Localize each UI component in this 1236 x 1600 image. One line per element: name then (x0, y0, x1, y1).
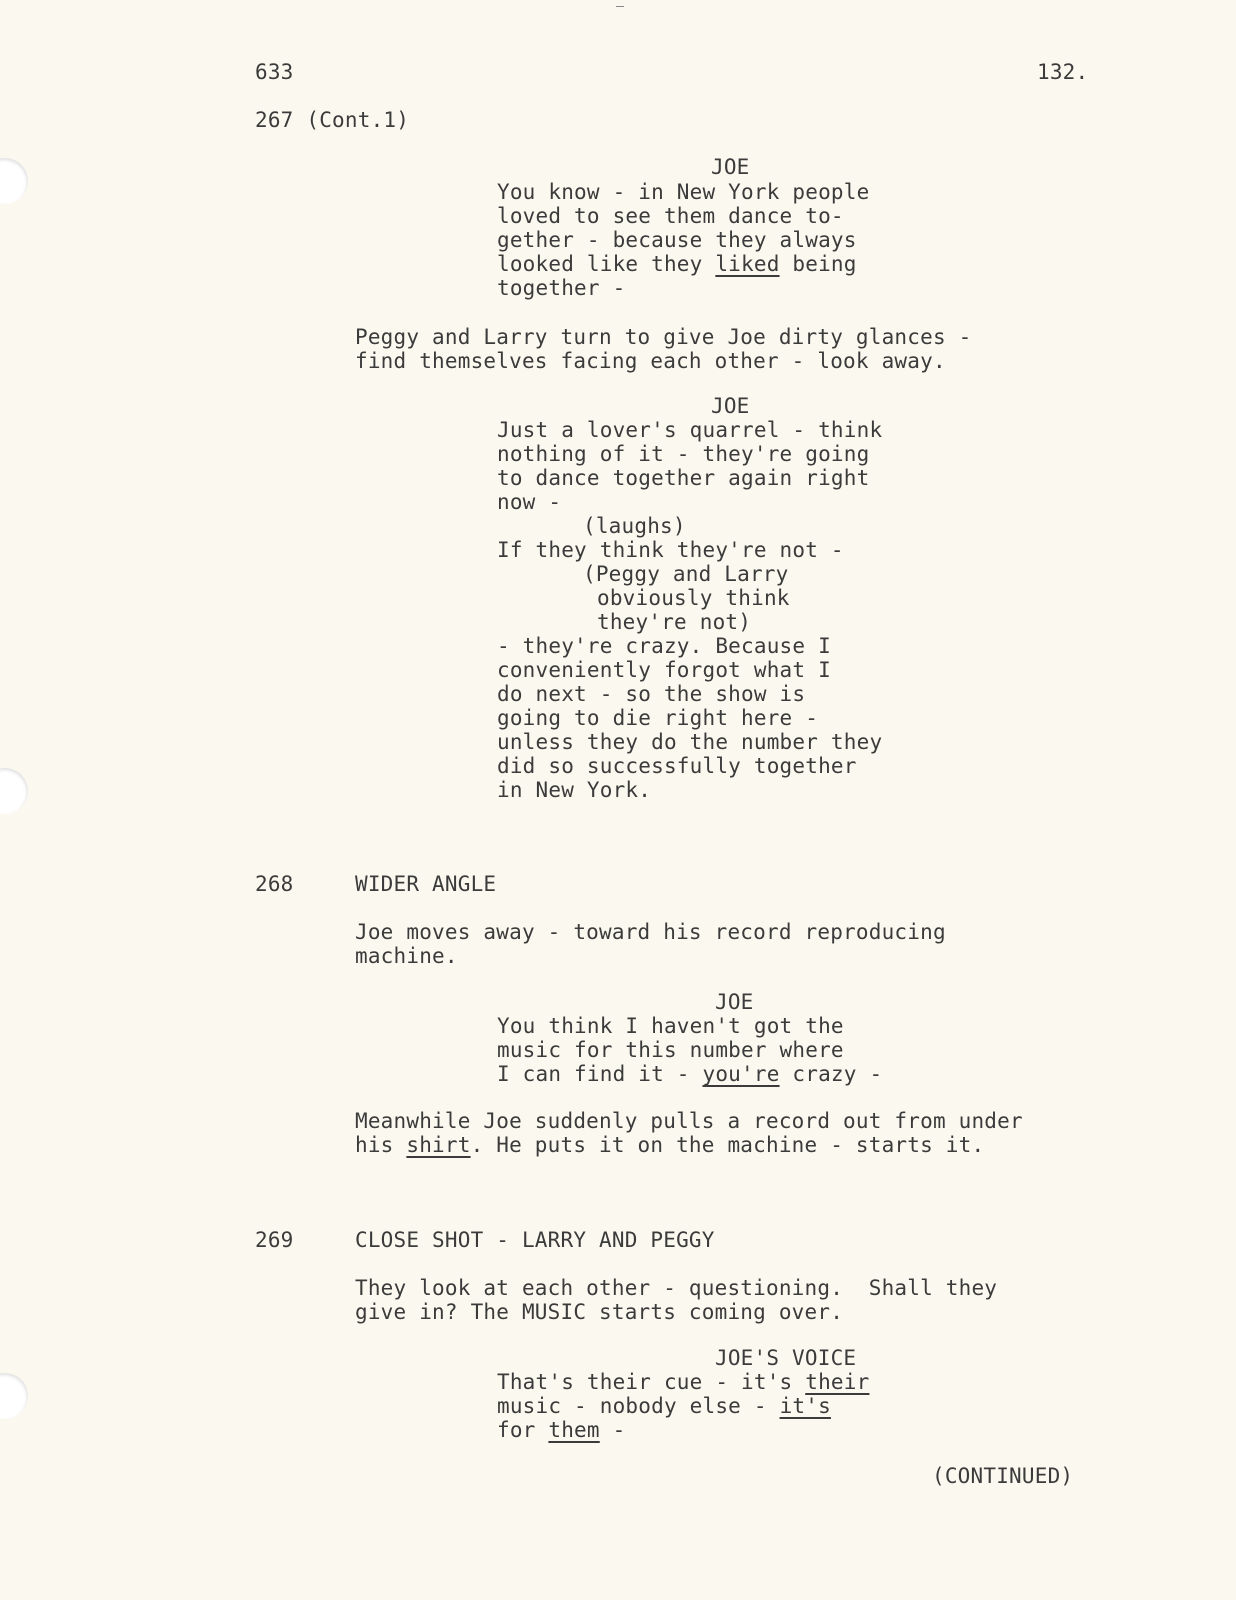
parenthetical: obviously think (597, 586, 790, 610)
underlined-word: liked (715, 252, 780, 276)
dialogue-line: You know - in New York people (497, 180, 870, 204)
dialogue-line: in New York. (497, 778, 652, 802)
page-number: 132. (1037, 60, 1089, 84)
action-line: Meanwhile Joe suddenly pulls a record out from under (355, 1109, 1023, 1133)
action-line: They look at each other - questioning. Shall they (355, 1276, 998, 1300)
character-name: JOE (711, 155, 750, 179)
character-name: JOE'S VOICE (715, 1346, 857, 1370)
dialogue-line: I can find it - you're crazy - (497, 1062, 883, 1086)
dialogue-line: - they're crazy. Because I (497, 634, 831, 658)
dialogue-line: music for this number where (497, 1038, 844, 1062)
scene-number: 269 (255, 1228, 294, 1252)
action-line: Peggy and Larry turn to give Joe dirty glances - (355, 325, 972, 349)
dialogue-line: looked like they liked being (497, 252, 857, 276)
dialogue-line: If they think they're not - (497, 538, 844, 562)
parenthetical: (laughs) (583, 514, 686, 538)
underlined-word: their (805, 1370, 870, 1394)
dialogue-line: now - (497, 490, 562, 514)
dialogue-line: nothing of it - they're going (497, 442, 870, 466)
underlined-word: shirt (406, 1133, 471, 1157)
dialogue-line: That's their cue - it's their (497, 1370, 870, 1394)
character-name: JOE (711, 394, 750, 418)
dialogue-line: conveniently forgot what I (497, 658, 831, 682)
underlined-word: you're (702, 1062, 780, 1086)
scene-continuation-label: 267 (Cont.1) (255, 108, 410, 132)
action-line: machine. (355, 944, 458, 968)
binder-hole-middle (0, 768, 28, 814)
dialogue-line: music - nobody else - it's (497, 1394, 831, 1418)
binder-hole-bottom (0, 1373, 28, 1419)
scene-number: 268 (255, 872, 294, 896)
dialogue-line: Just a lover's quarrel - think (497, 418, 883, 442)
action-line: give in? The MUSIC starts coming over. (355, 1300, 844, 1324)
underlined-word: them (548, 1418, 600, 1442)
dialogue-line: did so successfully together (497, 754, 857, 778)
dialogue-line: unless they do the number they (497, 730, 883, 754)
underlined-word: it's (779, 1394, 831, 1418)
header-left-number: 633 (255, 60, 294, 84)
dialogue-line: to dance together again right (497, 466, 870, 490)
top-margin-mark (616, 6, 624, 7)
action-line: find themselves facing each other - look away. (355, 349, 946, 373)
dialogue-line: going to die right here - (497, 706, 819, 730)
dialogue-line: for them - (497, 1418, 626, 1442)
action-line: his shirt. He puts it on the machine - starts it. (355, 1133, 985, 1157)
parenthetical: (Peggy and Larry (583, 562, 789, 586)
continued-marker: (CONTINUED) (932, 1464, 1074, 1488)
dialogue-line: gether - because they always (497, 228, 857, 252)
dialogue-line: loved to see them dance to- (497, 204, 844, 228)
action-line: Joe moves away - toward his record reproducing (355, 920, 946, 944)
scene-heading: CLOSE SHOT - LARRY AND PEGGY (355, 1228, 715, 1252)
dialogue-line: You think I haven't got the (497, 1014, 844, 1038)
dialogue-line: do next - so the show is (497, 682, 806, 706)
binder-hole-top (0, 158, 28, 204)
parenthetical: they're not) (597, 610, 752, 634)
dialogue-line: together - (497, 276, 626, 300)
scene-heading: WIDER ANGLE (355, 872, 497, 896)
character-name: JOE (715, 990, 754, 1014)
